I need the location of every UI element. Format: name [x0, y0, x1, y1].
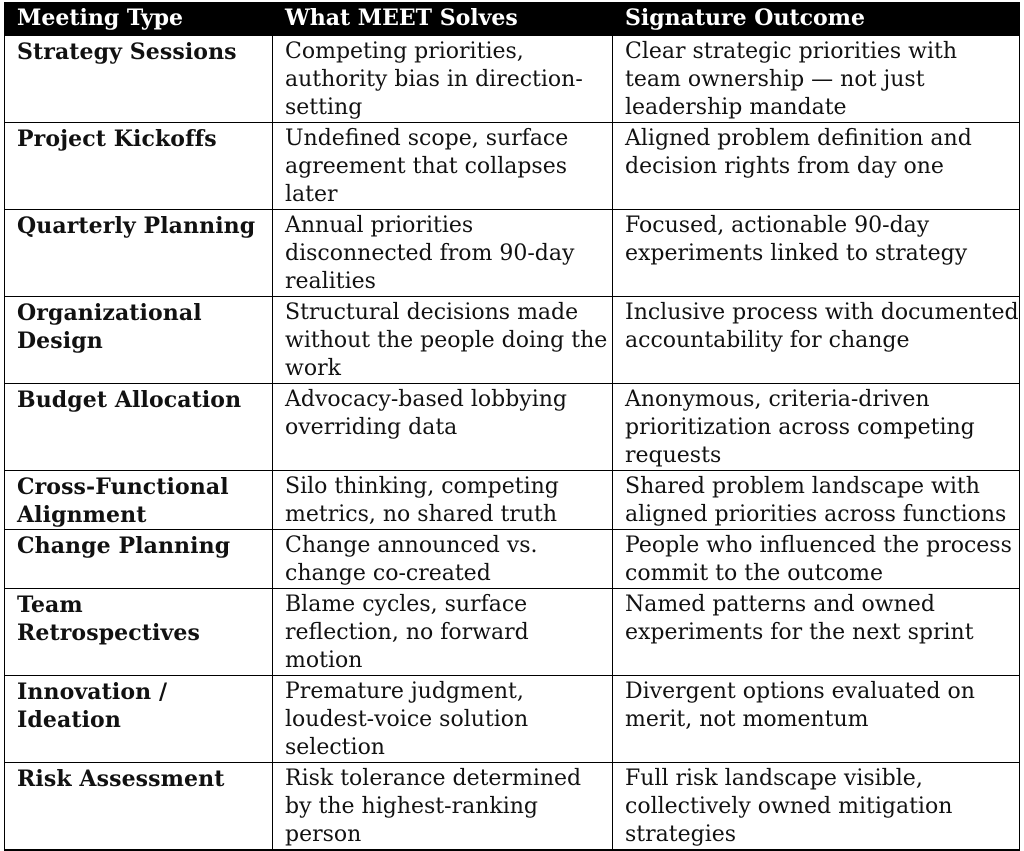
- header-what-meet-solves: What MEET Solves: [273, 3, 613, 36]
- meeting-type-cell: Team Retrospectives: [5, 589, 273, 676]
- what-meet-solves-cell: Undefined scope, surface agreement that collapses later: [273, 123, 613, 210]
- meeting-type-cell: Change Planning: [5, 530, 273, 589]
- header-signature-outcome: Signature Outcome: [613, 3, 1020, 36]
- what-meet-solves-cell: Advocacy-based lobbying overriding data: [273, 384, 613, 471]
- signature-outcome-cell: Clear strategic priorities with team ownership — not just leadership mandate: [613, 36, 1020, 123]
- signature-outcome-cell: Divergent options evaluated on merit, not momentum: [613, 676, 1020, 763]
- table-row: [5, 530, 1020, 589]
- table-header-row: [5, 3, 1020, 36]
- signature-outcome-cell: Named patterns and owned experiments for the next sprint: [613, 589, 1020, 676]
- meeting-types-table: [4, 2, 1020, 851]
- table-row: [5, 763, 1020, 851]
- what-meet-solves-cell: Blame cycles, surface reflection, no forward motion: [273, 589, 613, 676]
- what-meet-solves-cell: Premature judgment, loudest-voice solution selection: [273, 676, 613, 763]
- what-meet-solves-cell: Risk tolerance determined by the highest-ranking person: [273, 763, 613, 851]
- what-meet-solves-cell: Annual priorities disconnected from 90-day realities: [273, 210, 613, 297]
- meeting-type-cell: Risk Assessment: [5, 763, 273, 851]
- table-row: [5, 676, 1020, 763]
- header-meeting-type: Meeting Type: [5, 3, 273, 36]
- signature-outcome-cell: Shared problem landscape with aligned priorities across functions: [613, 471, 1020, 530]
- table-row: [5, 297, 1020, 384]
- what-meet-solves-cell: Competing priorities, authority bias in direction-setting: [273, 36, 613, 123]
- meeting-type-cell: Quarterly Planning: [5, 210, 273, 297]
- table-row: [5, 36, 1020, 123]
- signature-outcome-cell: Anonymous, criteria-driven prioritization across competing requests: [613, 384, 1020, 471]
- signature-outcome-cell: Inclusive process with documented accountability for change: [613, 297, 1020, 384]
- meeting-type-cell: Project Kickoffs: [5, 123, 273, 210]
- signature-outcome-cell: Focused, actionable 90-day experiments linked to strategy: [613, 210, 1020, 297]
- meeting-type-cell: Budget Allocation: [5, 384, 273, 471]
- signature-outcome-cell: Aligned problem definition and decision rights from day one: [613, 123, 1020, 210]
- meeting-type-cell: Organizational Design: [5, 297, 273, 384]
- signature-outcome-cell: Full risk landscape visible, collectively owned mitigation strategies: [613, 763, 1020, 851]
- meeting-type-cell: Innovation / Ideation: [5, 676, 273, 763]
- meeting-type-cell: Strategy Sessions: [5, 36, 273, 123]
- what-meet-solves-cell: Structural decisions made without the people doing the work: [273, 297, 613, 384]
- meeting-type-cell: Cross-Functional Alignment: [5, 471, 273, 530]
- table-row: [5, 210, 1020, 297]
- meeting-types-table-container: [4, 2, 1019, 847]
- what-meet-solves-cell: Change announced vs. change co-created: [273, 530, 613, 589]
- table-row: [5, 384, 1020, 471]
- table-row: [5, 471, 1020, 530]
- what-meet-solves-cell: Silo thinking, competing metrics, no shared truth: [273, 471, 613, 530]
- table-row: [5, 123, 1020, 210]
- table-row: [5, 589, 1020, 676]
- signature-outcome-cell: People who influenced the process commit to the outcome: [613, 530, 1020, 589]
